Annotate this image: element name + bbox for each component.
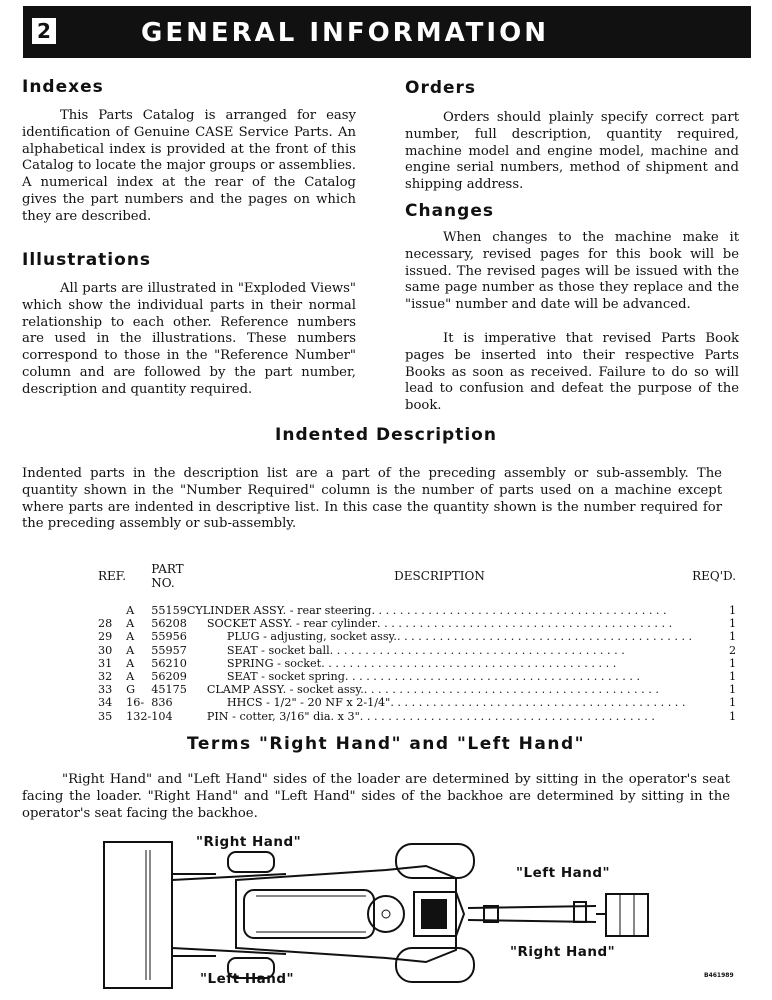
ref-cell: 33: [98, 683, 113, 697]
description-text: SPRING - socket: [226, 656, 322, 670]
leader-dots: . . . . . . . . . . . . . . . . . . . . . . . . . . . . . . . . . . . . . . . . . .: [329, 643, 625, 657]
rear-wheel-top: [396, 844, 474, 878]
prefix-cell: A: [126, 643, 135, 657]
table-row: [98, 710, 736, 723]
leader-dots: . . . . . . . . . . . . . . . . . . . . . . . . . . . . . . . . . . . . . . . . . .: [359, 709, 655, 723]
prefix-cell: A: [126, 604, 135, 617]
left-hand-label-backhoe: "Left Hand": [516, 865, 611, 881]
parts-table-header: [98, 562, 736, 604]
ref-cell: 31: [98, 656, 113, 670]
description-cell: [187, 604, 692, 617]
quantity-cell: 1: [728, 709, 737, 723]
description-cell: [187, 644, 692, 657]
ref-cell: 28: [98, 617, 113, 631]
right-hand-label-backhoe: "Right Hand": [510, 944, 616, 960]
indented-paragraph: Indented parts in the description list are a part of the preceding assembly or sub-assembly. The quantity shown in the "Number Required" column is the number of parts used on a machine except where parts are indented in descriptive list. In this case the quantity shown is the number required for the preceding assembly or sub-assembly.: [22, 466, 722, 532]
quantity-cell: 1: [728, 604, 737, 617]
leader-dots: . . . . . . . . . . . . . . . . . . . . . . . . . . . . . . . . . . . . . . . . . .: [321, 656, 617, 670]
prefix-cell: A: [126, 656, 135, 670]
description-text: SOCKET ASSY. - rear cylinder: [206, 617, 377, 631]
table-row: [98, 696, 736, 709]
prefix-cell: 16-: [126, 696, 145, 710]
illustrations-paragraph: All parts are illustrated in "Exploded Views" which show the individual parts in their normal relationship to each other. Reference numbers are used in the illustrations. These numbers correspond to those in the "Reference Number" column and are followed by the part number, description and quantity required.: [22, 281, 356, 397]
indexes-heading: Indexes: [22, 77, 104, 97]
leader-dots: . . . . . . . . . . . . . . . . . . . . . . . . . . . . . . . . . . . . . . . . . .: [390, 696, 686, 710]
prefix-cell: G: [126, 683, 136, 697]
machine-diagram: [96, 830, 664, 992]
table-row: [98, 670, 736, 683]
part-number-cell: 56208: [151, 617, 187, 631]
machine-outline: [96, 830, 664, 992]
description-cell: [187, 630, 692, 643]
description-cell: [187, 696, 692, 709]
description-cell: [187, 710, 692, 723]
quantity-cell: 1: [728, 670, 737, 684]
page-header: [23, 6, 751, 58]
parts-table: [98, 562, 736, 723]
part-no-header: PART NO.: [151, 562, 184, 590]
description-text: PLUG - adjusting, socket assy.: [226, 630, 397, 644]
backhoe-bucket: [606, 894, 648, 936]
prefix-cell: A: [126, 617, 135, 631]
prefix-cell: A: [126, 630, 135, 644]
quantity-cell: 1: [728, 630, 737, 644]
part-number-cell: 836: [151, 696, 173, 710]
illustrations-heading: Illustrations: [22, 250, 152, 270]
changes-heading: Changes: [405, 201, 494, 221]
terms-paragraph: "Right Hand" and "Left Hand" sides of the loader are determined by sitting in the operator's seat facing the loader. "Right Hand" and "Left Hand" sides of the backhoe are determined by sitting in the operator's seat facing the backhoe.: [22, 772, 730, 821]
description-text: SEAT - socket ball: [226, 643, 330, 657]
orders-paragraph: Orders should plainly specify correct part number, full description, quantity required, machine model and engine model, machine and engine serial numbers, method of shipment and shipping address.: [405, 110, 739, 193]
description-cell: [187, 657, 692, 670]
orders-heading: Orders: [405, 78, 477, 98]
prefix-cell: A: [126, 670, 135, 684]
indented-heading: Indented Description: [275, 425, 497, 445]
part-number-cell: 55159: [151, 604, 187, 617]
part-number-cell: 56209: [151, 670, 187, 684]
right-hand-label-top: "Right Hand": [196, 834, 302, 850]
ref-cell: 35: [98, 709, 113, 723]
loader-bucket: [104, 842, 172, 988]
terms-heading: Terms "Right Hand" and "Left Hand": [187, 734, 585, 754]
description-header: DESCRIPTION: [394, 569, 485, 583]
ref-cell: 34: [98, 696, 113, 710]
table-row: [98, 604, 736, 617]
indexes-paragraph: This Parts Catalog is arranged for easy identification of Genuine CASE Service Parts. An alphabetical index is provided at the front of this Catalog to locate the major groups or assemblies. A numerical index at the rear of the Catalog gives the part numbers and the pages on which they are described.: [22, 108, 356, 224]
left-hand-label-bottom: "Left Hand": [200, 971, 295, 987]
changes-paragraph-2: It is imperative that revised Parts Book pages be inserted into their respective Parts Books as soon as received. Failure to do so will lead to confusion and defeat the purpose of the book.: [405, 331, 739, 414]
description-text: CLAMP ASSY. - socket assy.: [206, 683, 364, 697]
front-wheel-top: [228, 852, 274, 872]
ref-cell: 29: [98, 630, 113, 644]
changes-paragraph-1: When changes to the machine make it necessary, revised pages for this book will be issued. The revised pages will be issued with the same page number as those they replace and the "issue" number and date will be advanced.: [405, 230, 739, 313]
table-row: [98, 617, 736, 630]
part-number-cell: 104: [151, 709, 173, 723]
page-title: GENERAL INFORMATION: [141, 18, 549, 48]
leader-dots: . . . . . . . . . . . . . . . . . . . . . . . . . . . . . . . . . . . . . . . . . .: [344, 670, 641, 684]
table-row: [98, 644, 736, 657]
quantity-cell: 1: [728, 617, 737, 631]
quantity-cell: 2: [728, 643, 737, 657]
leader-dots: . . . . . . . . . . . . . . . . . . . . . . . . . . . . . . . . . . . . . . . . . .: [396, 630, 693, 644]
quantity-cell: 1: [728, 683, 737, 697]
description-cell: [187, 617, 692, 630]
part-number-cell: 55956: [151, 630, 187, 644]
prefix-cell: 132-: [126, 709, 152, 723]
description-text: PIN - cotter, 3/16" dia. x 3": [206, 709, 360, 723]
description-text: HHCS - 1/2" - 20 NF x 2-1/4": [226, 696, 391, 710]
ref-header: REF.: [98, 569, 127, 583]
part-number-cell: 56210: [151, 656, 187, 670]
description-text: SEAT - socket spring: [226, 670, 345, 684]
quantity-cell: 1: [728, 696, 737, 710]
description-cell: [187, 670, 692, 683]
table-row: [98, 630, 736, 643]
description-cell: [187, 683, 692, 696]
part-number-cell: 45175: [151, 683, 187, 697]
footer-code: B461989: [704, 972, 734, 979]
leader-dots: . . . . . . . . . . . . . . . . . . . . . . . . . . . . . . . . . . . . . . . . . .: [371, 604, 667, 617]
ref-cell: 32: [98, 670, 113, 684]
page-number: 2: [32, 18, 56, 44]
part-number-cell: 55957: [151, 643, 187, 657]
reqd-header: REQ'D.: [692, 569, 737, 583]
ref-cell: 30: [98, 643, 113, 657]
leader-dots: . . . . . . . . . . . . . . . . . . . . . . . . . . . . . . . . . . . . . . . . . .: [363, 683, 659, 697]
leader-dots: . . . . . . . . . . . . . . . . . . . . . . . . . . . . . . . . . . . . . . . . . .: [376, 617, 673, 631]
description-text: CYLINDER ASSY. - rear steering: [186, 604, 372, 617]
rear-wheel-bottom: [396, 948, 474, 982]
table-row: [98, 683, 736, 696]
quantity-cell: 1: [728, 656, 737, 670]
ref-cell: [98, 604, 126, 617]
table-row: [98, 657, 736, 670]
